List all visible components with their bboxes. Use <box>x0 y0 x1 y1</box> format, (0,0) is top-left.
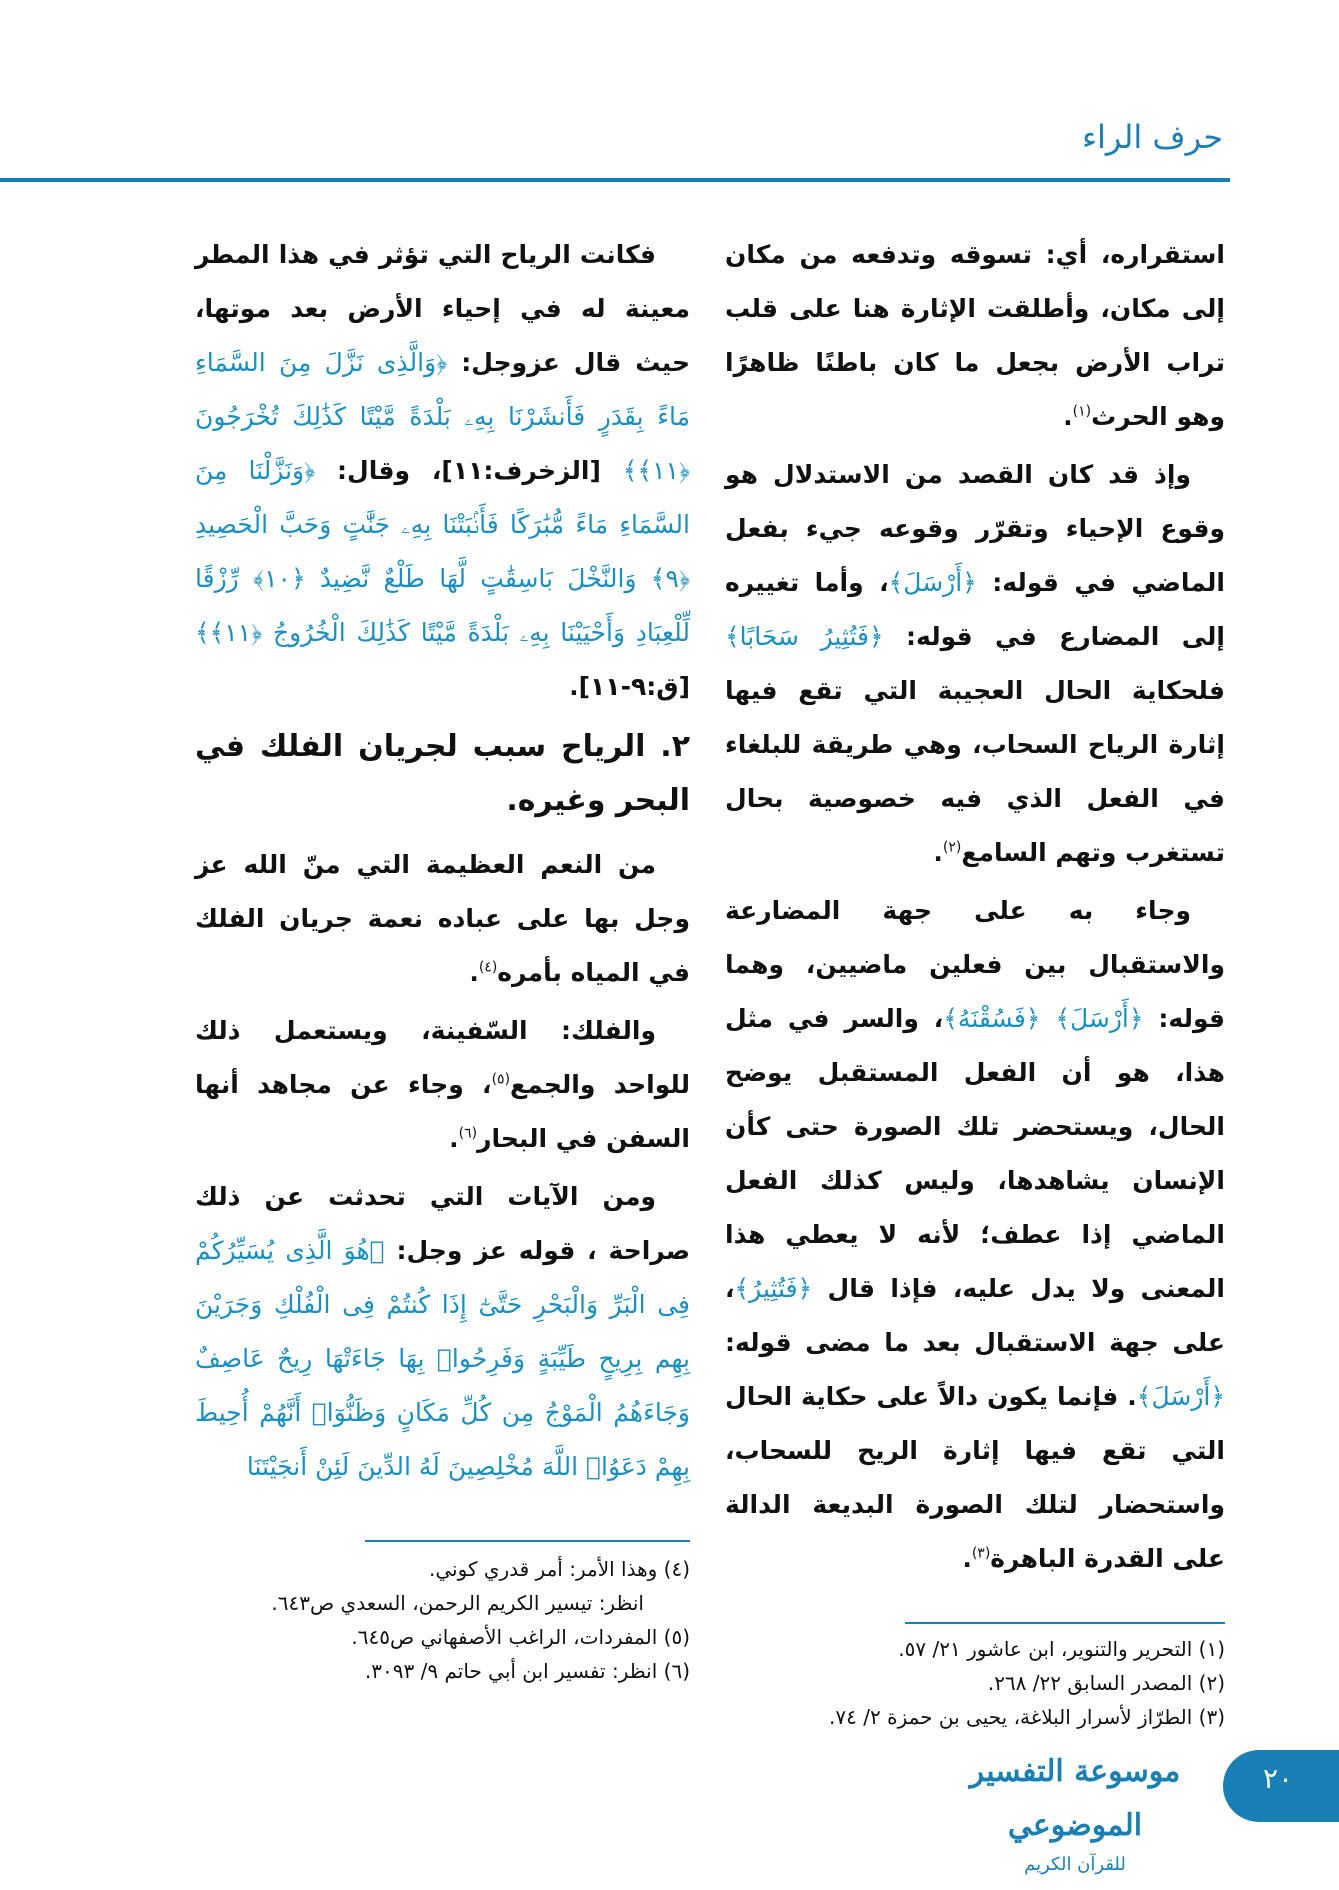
footnote-ref[interactable]: (٣) <box>971 1545 991 1562</box>
paragraph-text: استقراره، أي: تسوقه وتدفعه من مكان إلى مكان، وأطلقت الإثارة هنا على قلب تراب الأرض بجعل ما كان باطنًا ظاهرًا وهو الحرث <box>725 240 1225 431</box>
paragraph-text: من النعم العظيمة التي منّ الله عز وجل بها على عباده نعمة جريان الفلك في المياه بأمره <box>195 850 690 987</box>
footnote: (٦) انظر: تفسير ابن أبي حاتم ٩/ ٣٠٩٣. <box>364 1659 690 1683</box>
quran-quote: ﴿فَتُثِيرُ﴾ <box>734 1274 813 1303</box>
section-heading: ٢. الرياح سبب لجريان الفلك في البحر وغيره. <box>195 729 690 818</box>
quran-quote: ﴿أَرْسَلَ﴾ <box>1055 1004 1144 1033</box>
header-rule <box>0 178 1230 182</box>
citation: [ق:٩-١١]. <box>569 672 690 701</box>
right-column <box>725 228 1225 1590</box>
footnote: (١) التحرير والتنوير، ابن عاشور ٢١/ ٥٧. <box>898 1637 1225 1661</box>
footnote-ref[interactable]: (٥) <box>491 1071 511 1088</box>
footnote: (٤) وهذا الأمر: أمر قدري كوني. <box>429 1557 690 1581</box>
encyclopedia-logo <box>940 1745 1210 1875</box>
paragraph-text: . فإنما يكون دالاً على حكاية الحال التي تقع فيها إثارة الريح للسحاب، واستحضار لتلك الصورة البديعة الدالة على القدرة الباهرة <box>725 1382 1225 1573</box>
quran-quote: ﴿فَتُثِيرُ سَحَابًا﴾ <box>725 622 884 651</box>
logo-title: موسوعة التفسير الموضوعي <box>969 1754 1181 1843</box>
paragraph: وجاء به على جهة المضارعة والاستقبال بين فعلين ماضيين، وهما قوله: ﴿أَرْسَلَ﴾ ﴿فَسُقْنَهُ﴾، والسر في مثل هذا، هو أن الفعل المستقبل يوضح الحال، ويستحضر تلك الصورة حتى كأن الإنسان يشاهدها، وليس كذلك الفعل الماضي إذا عطف؛ لأنه لا يعطي هذا المعنى ولا يدل عليه، فإذا قال ﴿فَتُثِيرُ﴾، على جهة الاستقبال بعد ما مضى قوله: ﴿أَرْسَلَ﴾. فإنما يكون دالاً على حكاية الحال التي تقع فيها إثارة الريح للسحاب، واستحضار لتلك الصورة البديعة الدالة على القدرة الباهرة$^{(٣)}$. <box>725 896 1225 1573</box>
quran-quote: ﴿هُوَ الَّذِى يُسَيِّرُكُمْ فِى الْبَرِّ وَالْبَحْرِ حَتَّىٰٓ إِذَا كُنتُمْ فِى الْفُلْكِ وَجَرَيْنَ بِهِم بِرِيحٍ طَيِّبَةٍ وَفَرِحُوا۟ بِهَا جَاءَتْهَا رِيحٌ عَاصِفٌ وَجَاءَهُمُ الْمَوْجُ مِن كُلِّ مَكَانٍ وَظَنُّوٓا۟ أَنَّهُمْ أُحِيطَ بِهِمْ دَعَوُا۟ اللَّهَ مُخْلِصِينَ لَهُ الدِّينَ لَئِنْ أَنجَيْتَنَا <box>195 1236 690 1481</box>
left-column <box>195 228 690 1498</box>
footnote-continuation: انظر: تيسير الكريم الرحمن، السعدي ص٦٤٣. <box>271 1591 644 1615</box>
footnote: (٥) المفردات، الراغب الأصفهاني ص٦٤٥. <box>351 1625 690 1649</box>
footnote-divider <box>905 1622 1225 1624</box>
footnote: (٢) المصدر السابق ٢٢/ ٢٦٨. <box>987 1671 1225 1695</box>
paragraph <box>195 228 690 714</box>
paragraph-text: ، وأما تغييره إلى المضارع في قوله: <box>725 568 1225 651</box>
paragraph: من النعم العظيمة التي منّ الله عز وجل بها على عباده نعمة جريان الفلك في المياه بأمره$^{(٤)}$. <box>195 850 690 987</box>
paragraph <box>195 1170 690 1494</box>
paragraph-text: فكانت الرياح التي تؤثر في هذا المطر معينة له في إحياء الأرض بعد موتها، حيث قال عزوجل: <box>195 240 690 377</box>
paragraph-text: ومن الآيات التي تحدثت عن ذلك صراحة ، قوله عز وجل: <box>195 1182 690 1265</box>
quran-quote: ﴿فَسُقْنَهُ﴾ <box>943 1004 1041 1033</box>
quran-quote: ﴿وَنَزَّلْنَا مِنَ السَّمَاءِ مَاءً مُّبَٰرَكًا فَأَنۢبَتْنَا بِهِۦ جَنَّٰتٍ وَحَبَّ الْحَصِيدِ ﴿٩﴾ وَالنَّخْلَ بَاسِقَٰتٍ لَّهَا طَلْعٌ نَّضِيدٌ ﴿١٠﴾ رِّزْقًا لِّلْعِبَادِ وَأَحْيَيْنَا بِهِۦ بَلْدَةً مَّيْتًا كَذَٰلِكَ الْخُرُوجُ ﴿١١﴾﴾ <box>195 456 690 647</box>
paragraph: وإذ قد كان القصد من الاستدلال هو وقوع الإحياء وتقرّر وقوعه جيء بفعل الماضي في قوله: ﴿أَرْسَلَ﴾، وأما تغييره إلى المضارع في قوله: ﴿فَتُثِيرُ سَحَابًا﴾ فلحكاية الحال العجيبة التي تقع فيها إثارة الرياح السحاب، وهي طريقة للبلغاء في الفعل الذي فيه خصوصية بحال تستغرب وتهم السامع$^{(٢)}$. <box>725 460 1225 867</box>
paragraph-text: وإذ قد كان القصد من الاستدلال هو وقوع الإحياء وتقرّر وقوعه جيء بفعل الماضي في قوله: <box>725 460 1225 597</box>
paragraph-text: ، وجاء عن مجاهد أنها السفن في البحار <box>195 1070 690 1153</box>
section-title: حرف الراء <box>1081 118 1223 156</box>
footnote-ref[interactable]: (٤) <box>478 959 498 976</box>
footnote: (٣) الطرّاز لأسرار البلاغة، يحيى بن حمزة ٢/ ٧٤. <box>829 1705 1225 1729</box>
footnotes-right <box>725 1632 1225 1734</box>
paragraph-text: والفلك: السّفينة، ويستعمل ذلك للواحد والجمع <box>195 1016 690 1099</box>
paragraph-text: فلحكاية الحال العجيبة التي تقع فيها إثارة الرياح السحاب، وهي طريقة للبلغاء في الفعل الذي فيه خصوصية بحال تستغرب وتهم السامع <box>725 676 1225 867</box>
footnotes-left <box>195 1552 690 1688</box>
paragraph-text: ، والسر في مثل هذا، هو أن الفعل المستقبل يوضح الحال، ويستحضر تلك الصورة حتى كأن الإنسان يشاهدها، وليس كذلك الفعل الماضي إذا عطف؛ لأنه لا يعطي هذا المعنى ولا يدل عليه، فإذا قال <box>725 1004 1225 1303</box>
quran-quote: ﴿أَرْسَلَ﴾ <box>888 568 977 597</box>
footnote-ref[interactable]: (٦) <box>458 1125 478 1142</box>
paragraph-text: وجاء به على جهة المضارعة والاستقبال بين فعلين ماضيين، وهما قوله: <box>725 896 1225 1033</box>
quran-quote: ﴿أَرْسَلَ﴾ <box>1136 1382 1225 1411</box>
logo-subtitle: للقرآن الكريم <box>1024 1854 1126 1875</box>
page-number: ٢٠ <box>1262 1762 1294 1795</box>
paragraph: والفلك: السّفينة، ويستعمل ذلك للواحد والجمع$^{(٥)}$، وجاء عن مجاهد أنها السفن في البحار$^{(٦)}$. <box>195 1016 690 1153</box>
citation: [الزخرف:١١]، وقال: <box>315 456 623 485</box>
footnote-ref[interactable]: (١) <box>1072 403 1092 420</box>
paragraph-text: ، على جهة الاستقبال بعد ما مضى قوله: <box>725 1274 1225 1357</box>
footnote-divider <box>365 1540 690 1542</box>
paragraph: استقراره، أي: تسوقه وتدفعه من مكان إلى مكان، وأطلقت الإثارة هنا على قلب تراب الأرض بجعل ما كان باطنًا ظاهرًا وهو الحرث$^{(١)}$. <box>725 240 1225 431</box>
footnote-ref[interactable]: (٢) <box>942 839 962 856</box>
quran-quote: ﴿وَالَّذِى نَزَّلَ مِنَ السَّمَاءِ مَاءً بِقَدَرٍ فَأَنشَرْنَا بِهِۦ بَلْدَةً مَّيْتًا كَذَٰلِكَ تُخْرَجُونَ ﴿١١﴾﴾ <box>195 348 690 485</box>
